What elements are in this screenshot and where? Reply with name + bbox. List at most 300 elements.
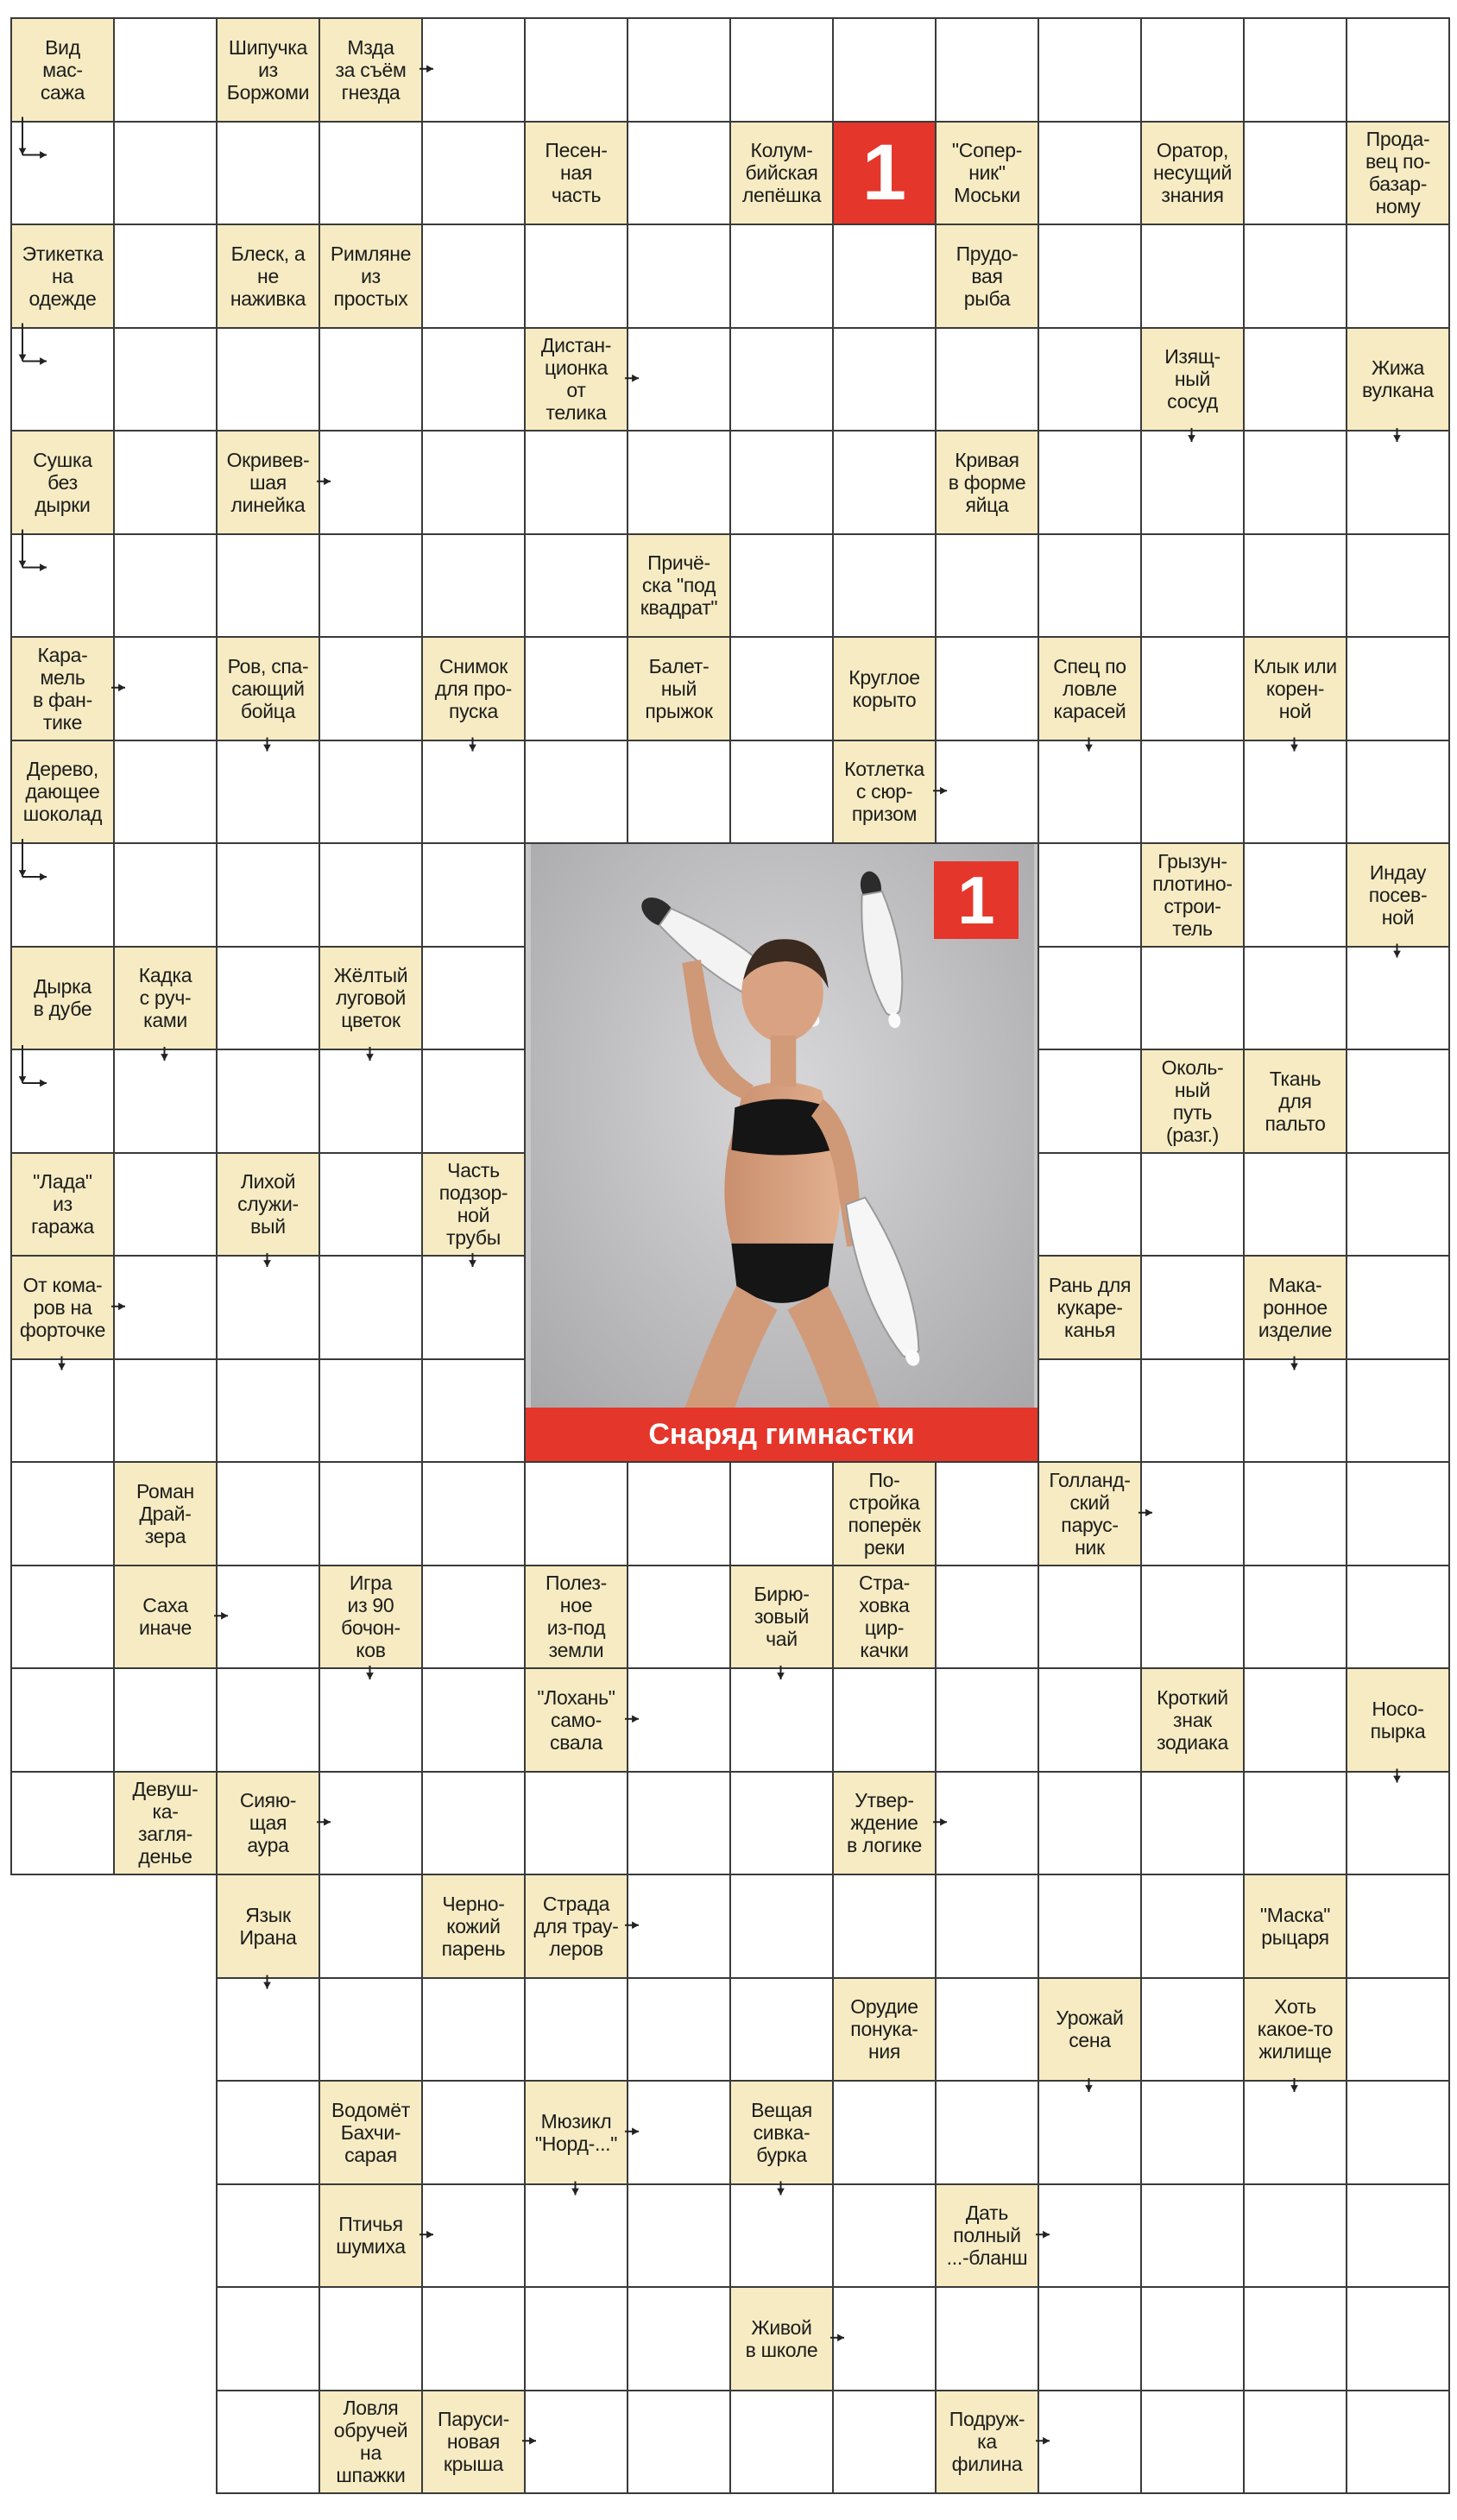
answer-cell[interactable] bbox=[113, 636, 218, 741]
clue-text: Жёлтый луговой цветок bbox=[333, 964, 408, 1032]
clue-text: Этикетка на одежде bbox=[22, 242, 104, 310]
answer-cell[interactable] bbox=[1140, 1977, 1245, 2082]
answer-cell[interactable] bbox=[627, 2390, 731, 2495]
answer-cell[interactable] bbox=[935, 1461, 1039, 1566]
clue-cell bbox=[1140, 121, 1245, 226]
answer-cell[interactable] bbox=[113, 1152, 218, 1257]
answer-cell[interactable] bbox=[421, 121, 526, 226]
answer-cell[interactable] bbox=[935, 327, 1039, 432]
clue-text: Бирю- зовый чай bbox=[754, 1583, 810, 1651]
answer-cell[interactable] bbox=[10, 1565, 115, 1670]
empty-area bbox=[10, 2080, 115, 2185]
answer-cell[interactable] bbox=[935, 1977, 1039, 2082]
answer-cell[interactable] bbox=[1038, 842, 1142, 948]
answer-cell[interactable] bbox=[524, 17, 628, 123]
answer-cell[interactable] bbox=[421, 1977, 526, 2082]
answer-cell[interactable] bbox=[524, 2390, 628, 2495]
answer-cell[interactable] bbox=[1243, 1667, 1347, 1773]
answer-cell[interactable] bbox=[832, 2080, 937, 2185]
answer-cell[interactable] bbox=[319, 2286, 423, 2391]
answer-cell[interactable] bbox=[1346, 224, 1450, 329]
answer-cell[interactable] bbox=[216, 121, 320, 226]
clue-cell bbox=[10, 17, 115, 123]
answer-cell[interactable] bbox=[1038, 430, 1142, 535]
clue-cell bbox=[832, 1565, 937, 1670]
answer-cell[interactable] bbox=[627, 2183, 731, 2289]
answer-cell[interactable] bbox=[421, 17, 526, 123]
answer-cell[interactable] bbox=[1038, 1152, 1142, 1257]
answer-cell[interactable] bbox=[1140, 430, 1245, 535]
answer-cell[interactable] bbox=[935, 2286, 1039, 2391]
clue-text: Дерево, дающее шоколад bbox=[22, 758, 103, 826]
answer-cell[interactable] bbox=[319, 533, 423, 639]
answer-cell[interactable] bbox=[113, 1255, 218, 1360]
answer-cell[interactable] bbox=[1243, 17, 1347, 123]
clue-cell bbox=[216, 224, 320, 329]
answer-cell[interactable] bbox=[1346, 2183, 1450, 2289]
answer-cell[interactable] bbox=[1243, 1565, 1347, 1670]
answer-cell[interactable] bbox=[729, 327, 834, 432]
clue-cell bbox=[319, 2390, 423, 2495]
answer-cell[interactable] bbox=[935, 533, 1039, 639]
answer-cell[interactable] bbox=[1346, 946, 1450, 1051]
clue-cell bbox=[935, 224, 1039, 329]
answer-cell[interactable] bbox=[1243, 842, 1347, 948]
clue-cell bbox=[1038, 1255, 1142, 1360]
answer-cell[interactable] bbox=[627, 740, 731, 845]
clue-text: Котлетка с сюр- призом bbox=[844, 758, 924, 826]
clue-text: Блеск, а не наживка bbox=[230, 242, 306, 310]
answer-cell[interactable] bbox=[1140, 2183, 1245, 2289]
answer-cell[interactable] bbox=[1140, 946, 1245, 1051]
clue-cell bbox=[10, 1255, 115, 1360]
answer-cell[interactable] bbox=[627, 224, 731, 329]
answer-cell[interactable] bbox=[421, 1461, 526, 1566]
answer-cell[interactable] bbox=[113, 842, 218, 948]
clue-text: Ловля обручей на шпажки bbox=[333, 2397, 408, 2487]
answer-cell[interactable] bbox=[1038, 1358, 1142, 1464]
answer-cell[interactable] bbox=[935, 636, 1039, 741]
answer-cell[interactable] bbox=[1243, 1152, 1347, 1257]
answer-cell[interactable] bbox=[1346, 2286, 1450, 2391]
clue-text: Сияю- щая аура bbox=[239, 1789, 297, 1857]
badge-number: 1 bbox=[861, 128, 907, 217]
answer-cell[interactable] bbox=[1140, 740, 1245, 845]
answer-cell[interactable] bbox=[421, 327, 526, 432]
answer-cell[interactable] bbox=[1243, 2286, 1347, 2391]
answer-cell[interactable] bbox=[627, 2286, 731, 2391]
answer-cell[interactable] bbox=[627, 1977, 731, 2082]
answer-cell[interactable] bbox=[319, 121, 423, 226]
puzzle-number-badge bbox=[832, 121, 937, 226]
clue-cell bbox=[832, 1771, 937, 1876]
answer-cell[interactable] bbox=[1243, 224, 1347, 329]
empty-area bbox=[113, 2390, 218, 2495]
answer-cell[interactable] bbox=[627, 1771, 731, 1876]
answer-cell[interactable] bbox=[1346, 430, 1450, 535]
answer-cell[interactable] bbox=[319, 1461, 423, 1566]
answer-cell[interactable] bbox=[729, 740, 834, 845]
answer-cell[interactable] bbox=[729, 2390, 834, 2495]
clue-text: Носо- пырка bbox=[1370, 1697, 1426, 1742]
clue-cell bbox=[113, 946, 218, 1051]
clue-cell bbox=[832, 636, 937, 741]
clue-text: Часть подзор- ной трубы bbox=[438, 1159, 508, 1250]
answer-cell[interactable] bbox=[10, 533, 115, 639]
photo-caption: Снаряд гимнастки bbox=[526, 1408, 1038, 1461]
answer-cell[interactable] bbox=[1140, 1255, 1245, 1360]
answer-cell[interactable] bbox=[113, 533, 218, 639]
clue-text: Ткань для пальто bbox=[1265, 1067, 1326, 1135]
answer-cell[interactable] bbox=[319, 1049, 423, 1154]
answer-cell[interactable] bbox=[1243, 430, 1347, 535]
answer-cell[interactable] bbox=[627, 2080, 731, 2185]
answer-cell[interactable] bbox=[1038, 1667, 1142, 1773]
answer-cell[interactable] bbox=[1140, 2080, 1245, 2185]
answer-cell[interactable] bbox=[1038, 740, 1142, 845]
answer-cell[interactable] bbox=[216, 2080, 320, 2185]
answer-cell[interactable] bbox=[729, 533, 834, 639]
clue-cell bbox=[319, 17, 423, 123]
answer-cell[interactable] bbox=[421, 946, 526, 1051]
answer-cell[interactable] bbox=[10, 1771, 115, 1876]
answer-cell[interactable] bbox=[1243, 2080, 1347, 2185]
answer-cell[interactable] bbox=[113, 327, 218, 432]
clue-text: Черно- кожий парень bbox=[441, 1892, 506, 1960]
clue-text: Снимок для про- пуска bbox=[435, 654, 512, 722]
answer-cell[interactable] bbox=[1346, 1358, 1450, 1464]
answer-cell[interactable] bbox=[1038, 1771, 1142, 1876]
answer-cell[interactable] bbox=[216, 327, 320, 432]
empty-area bbox=[113, 1977, 218, 2082]
answer-cell[interactable] bbox=[935, 2080, 1039, 2185]
answer-cell[interactable] bbox=[524, 224, 628, 329]
answer-cell[interactable] bbox=[216, 1461, 320, 1566]
answer-cell[interactable] bbox=[1038, 1874, 1142, 1979]
clue-text: Дырка в дубе bbox=[33, 975, 92, 1021]
clue-cell bbox=[1140, 1667, 1245, 1773]
answer-cell[interactable] bbox=[319, 1667, 423, 1773]
answer-cell[interactable] bbox=[216, 1255, 320, 1360]
answer-cell[interactable] bbox=[832, 1667, 937, 1773]
answer-cell[interactable] bbox=[729, 1667, 834, 1773]
answer-cell[interactable] bbox=[1038, 1049, 1142, 1154]
answer-cell[interactable] bbox=[113, 121, 218, 226]
answer-cell[interactable] bbox=[832, 327, 937, 432]
answer-cell[interactable] bbox=[1038, 533, 1142, 639]
answer-cell[interactable] bbox=[1346, 1977, 1450, 2082]
clue-text: Подруж- ка филина bbox=[949, 2408, 1025, 2476]
answer-cell[interactable] bbox=[1140, 2286, 1245, 2391]
clue-cell bbox=[1243, 636, 1347, 741]
clue-cell bbox=[524, 327, 628, 432]
answer-cell[interactable] bbox=[421, 533, 526, 639]
answer-cell[interactable] bbox=[319, 1771, 423, 1876]
answer-cell[interactable] bbox=[1243, 2183, 1347, 2289]
answer-cell[interactable] bbox=[729, 224, 834, 329]
clue-cell bbox=[113, 1771, 218, 1876]
answer-cell[interactable] bbox=[421, 740, 526, 845]
answer-cell[interactable] bbox=[524, 1461, 628, 1566]
answer-cell[interactable] bbox=[1243, 327, 1347, 432]
answer-cell[interactable] bbox=[319, 1255, 423, 1360]
clue-text: "Лохань" само- свала bbox=[537, 1685, 615, 1754]
answer-cell[interactable] bbox=[421, 2286, 526, 2391]
answer-cell[interactable] bbox=[421, 1255, 526, 1360]
answer-cell[interactable] bbox=[729, 636, 834, 741]
answer-cell[interactable] bbox=[524, 2183, 628, 2289]
clue-cell bbox=[1140, 327, 1245, 432]
answer-cell[interactable] bbox=[319, 430, 423, 535]
photo-panel bbox=[524, 842, 1039, 1463]
clue-cell bbox=[216, 1771, 320, 1876]
answer-cell[interactable] bbox=[627, 430, 731, 535]
answer-cell[interactable] bbox=[1346, 2080, 1450, 2185]
answer-cell[interactable] bbox=[319, 1152, 423, 1257]
answer-cell[interactable] bbox=[1038, 121, 1142, 226]
clue-text: Кроткий знак зодиака bbox=[1157, 1685, 1228, 1754]
answer-cell[interactable] bbox=[319, 1358, 423, 1464]
answer-cell[interactable] bbox=[10, 842, 115, 948]
clue-text: Мюзикл "Норд-..." bbox=[534, 2109, 618, 2155]
answer-cell[interactable] bbox=[1140, 1565, 1245, 1670]
answer-cell[interactable] bbox=[935, 1771, 1039, 1876]
answer-cell[interactable] bbox=[10, 1667, 115, 1773]
answer-cell[interactable] bbox=[113, 224, 218, 329]
answer-cell[interactable] bbox=[421, 224, 526, 329]
clue-text: Голланд- ский парус- ник bbox=[1049, 1468, 1131, 1559]
answer-cell[interactable] bbox=[1038, 946, 1142, 1051]
answer-cell[interactable] bbox=[1140, 533, 1245, 639]
answer-cell[interactable] bbox=[216, 842, 320, 948]
answer-cell[interactable] bbox=[1346, 1461, 1450, 1566]
answer-cell[interactable] bbox=[832, 2183, 937, 2289]
clue-cell bbox=[1243, 1255, 1347, 1360]
answer-cell[interactable] bbox=[319, 842, 423, 948]
answer-cell[interactable] bbox=[627, 327, 731, 432]
answer-cell[interactable] bbox=[319, 327, 423, 432]
clue-cell bbox=[216, 430, 320, 535]
clue-cell bbox=[10, 946, 115, 1051]
clue-text: Полез- ное из-под земли bbox=[546, 1572, 607, 1662]
answer-cell[interactable] bbox=[627, 1874, 731, 1979]
answer-cell[interactable] bbox=[832, 2390, 937, 2495]
answer-cell[interactable] bbox=[216, 740, 320, 845]
answer-cell[interactable] bbox=[1243, 1461, 1347, 1566]
answer-cell[interactable] bbox=[627, 1565, 731, 1670]
answer-cell[interactable] bbox=[216, 1358, 320, 1464]
clue-text: Мака- ронное изделие bbox=[1258, 1273, 1333, 1341]
clue-cell bbox=[729, 2080, 834, 2185]
answer-cell[interactable] bbox=[319, 740, 423, 845]
answer-cell[interactable] bbox=[1243, 1771, 1347, 1876]
answer-cell[interactable] bbox=[524, 1771, 628, 1876]
answer-cell[interactable] bbox=[1346, 1771, 1450, 1876]
clue-text: Живой в школе bbox=[745, 2315, 818, 2361]
answer-cell[interactable] bbox=[1038, 2183, 1142, 2289]
answer-cell[interactable] bbox=[1346, 1565, 1450, 1670]
answer-cell[interactable] bbox=[1243, 121, 1347, 226]
clue-text: Причё- ска "под квадрат" bbox=[640, 551, 718, 620]
answer-cell[interactable] bbox=[113, 1358, 218, 1464]
answer-cell[interactable] bbox=[10, 1358, 115, 1464]
clue-cell bbox=[421, 1874, 526, 1979]
answer-cell[interactable] bbox=[216, 1977, 320, 2082]
answer-cell[interactable] bbox=[729, 430, 834, 535]
clue-text: Оратор, несущий знания bbox=[1152, 139, 1232, 207]
answer-cell[interactable] bbox=[1038, 17, 1142, 123]
answer-cell[interactable] bbox=[832, 17, 937, 123]
answer-cell[interactable] bbox=[421, 1771, 526, 1876]
answer-cell[interactable] bbox=[216, 946, 320, 1051]
answer-cell[interactable] bbox=[421, 1565, 526, 1670]
answer-cell[interactable] bbox=[10, 1049, 115, 1154]
answer-cell[interactable] bbox=[627, 1461, 731, 1566]
clue-cell bbox=[935, 121, 1039, 226]
answer-cell[interactable] bbox=[10, 1461, 115, 1566]
answer-cell[interactable] bbox=[1140, 1874, 1245, 1979]
answer-cell[interactable] bbox=[729, 1771, 834, 1876]
answer-cell[interactable] bbox=[1346, 636, 1450, 741]
empty-area bbox=[10, 2390, 115, 2495]
answer-cell[interactable] bbox=[935, 1874, 1039, 1979]
clue-text: Дать полный ...-бланш bbox=[946, 2202, 1028, 2270]
clue-text: Римляне из простых bbox=[330, 242, 412, 310]
answer-cell[interactable] bbox=[1243, 946, 1347, 1051]
clue-cell bbox=[10, 636, 115, 741]
answer-cell[interactable] bbox=[113, 740, 218, 845]
answer-cell[interactable] bbox=[421, 2183, 526, 2289]
answer-cell[interactable] bbox=[1140, 2390, 1245, 2495]
answer-cell[interactable] bbox=[935, 1667, 1039, 1773]
answer-cell[interactable] bbox=[524, 533, 628, 639]
answer-cell[interactable] bbox=[1243, 1358, 1347, 1464]
clue-cell bbox=[729, 1565, 834, 1670]
answer-cell[interactable] bbox=[524, 740, 628, 845]
answer-cell[interactable] bbox=[627, 17, 731, 123]
answer-cell[interactable] bbox=[729, 17, 834, 123]
answer-cell[interactable] bbox=[1243, 533, 1347, 639]
answer-cell[interactable] bbox=[421, 1049, 526, 1154]
answer-cell[interactable] bbox=[1346, 1049, 1450, 1154]
answer-cell[interactable] bbox=[1243, 740, 1347, 845]
answer-cell[interactable] bbox=[1038, 224, 1142, 329]
answer-cell[interactable] bbox=[935, 17, 1039, 123]
clue-cell bbox=[10, 740, 115, 845]
answer-cell[interactable] bbox=[421, 842, 526, 948]
answer-cell[interactable] bbox=[627, 1667, 731, 1773]
clue-text: Урожай сена bbox=[1056, 2007, 1124, 2052]
answer-cell[interactable] bbox=[319, 1977, 423, 2082]
clue-cell bbox=[1346, 327, 1450, 432]
answer-cell[interactable] bbox=[1038, 327, 1142, 432]
answer-cell[interactable] bbox=[216, 533, 320, 639]
answer-cell[interactable] bbox=[729, 2183, 834, 2289]
answer-cell[interactable] bbox=[524, 430, 628, 535]
answer-cell[interactable] bbox=[1346, 740, 1450, 845]
empty-area bbox=[10, 1977, 115, 2082]
answer-cell[interactable] bbox=[729, 1461, 834, 1566]
answer-cell[interactable] bbox=[524, 2286, 628, 2391]
clue-text: Роман Драй- зера bbox=[136, 1479, 194, 1547]
answer-cell[interactable] bbox=[10, 327, 115, 432]
clue-cell bbox=[319, 946, 423, 1051]
answer-cell[interactable] bbox=[216, 2183, 320, 2289]
empty-area bbox=[113, 1874, 218, 1979]
answer-cell[interactable] bbox=[1140, 1358, 1245, 1464]
answer-cell[interactable] bbox=[113, 430, 218, 535]
clue-cell bbox=[319, 2183, 423, 2289]
answer-cell[interactable] bbox=[216, 1565, 320, 1670]
answer-cell[interactable] bbox=[1140, 1152, 1245, 1257]
answer-cell[interactable] bbox=[832, 2286, 937, 2391]
answer-cell[interactable] bbox=[832, 1874, 937, 1979]
answer-cell[interactable] bbox=[216, 1667, 320, 1773]
answer-cell[interactable] bbox=[10, 121, 115, 226]
answer-cell[interactable] bbox=[1140, 1771, 1245, 1876]
answer-cell[interactable] bbox=[216, 2390, 320, 2495]
answer-cell[interactable] bbox=[421, 1358, 526, 1464]
answer-cell[interactable] bbox=[1140, 636, 1245, 741]
answer-cell[interactable] bbox=[1346, 2390, 1450, 2495]
answer-cell[interactable] bbox=[935, 740, 1039, 845]
clue-cell bbox=[832, 1461, 937, 1566]
answer-cell[interactable] bbox=[1346, 1874, 1450, 1979]
answer-cell[interactable] bbox=[627, 121, 731, 226]
answer-cell[interactable] bbox=[113, 1049, 218, 1154]
answer-cell[interactable] bbox=[319, 636, 423, 741]
clue-cell bbox=[524, 1565, 628, 1670]
answer-cell[interactable] bbox=[524, 1977, 628, 2082]
answer-cell[interactable] bbox=[832, 430, 937, 535]
answer-cell[interactable] bbox=[216, 1049, 320, 1154]
clue-text: От кома- ров на форточке bbox=[19, 1273, 106, 1341]
clue-cell bbox=[1140, 842, 1245, 948]
answer-cell[interactable] bbox=[832, 224, 937, 329]
answer-cell[interactable] bbox=[1038, 2286, 1142, 2391]
answer-cell[interactable] bbox=[1346, 17, 1450, 123]
clue-text: Саха иначе bbox=[138, 1594, 192, 1640]
answer-cell[interactable] bbox=[113, 17, 218, 123]
answer-cell[interactable] bbox=[832, 533, 937, 639]
answer-cell[interactable] bbox=[1346, 1255, 1450, 1360]
answer-cell[interactable] bbox=[1243, 2390, 1347, 2495]
answer-cell[interactable] bbox=[935, 1565, 1039, 1670]
answer-cell[interactable] bbox=[319, 1874, 423, 1979]
clue-text: Кара- мель в фан- тике bbox=[33, 643, 92, 734]
answer-cell[interactable] bbox=[1346, 1152, 1450, 1257]
answer-cell[interactable] bbox=[421, 1667, 526, 1773]
answer-cell[interactable] bbox=[421, 430, 526, 535]
clue-cell bbox=[113, 1565, 218, 1670]
answer-cell[interactable] bbox=[1140, 1461, 1245, 1566]
answer-cell[interactable] bbox=[216, 2286, 320, 2391]
answer-cell[interactable] bbox=[1038, 2390, 1142, 2495]
answer-cell[interactable] bbox=[524, 636, 628, 741]
answer-cell[interactable] bbox=[113, 1667, 218, 1773]
empty-area bbox=[10, 1874, 115, 1979]
answer-cell[interactable] bbox=[421, 2080, 526, 2185]
clue-text: "Сопер- ник" Моськи bbox=[951, 139, 1023, 207]
answer-cell[interactable] bbox=[1346, 533, 1450, 639]
answer-cell[interactable] bbox=[1038, 2080, 1142, 2185]
answer-cell[interactable] bbox=[1038, 1565, 1142, 1670]
clue-text: Прода- вец по- базар- ному bbox=[1365, 128, 1431, 218]
answer-cell[interactable] bbox=[729, 1977, 834, 2082]
answer-cell[interactable] bbox=[1140, 224, 1245, 329]
answer-cell[interactable] bbox=[1140, 17, 1245, 123]
answer-cell[interactable] bbox=[729, 1874, 834, 1979]
